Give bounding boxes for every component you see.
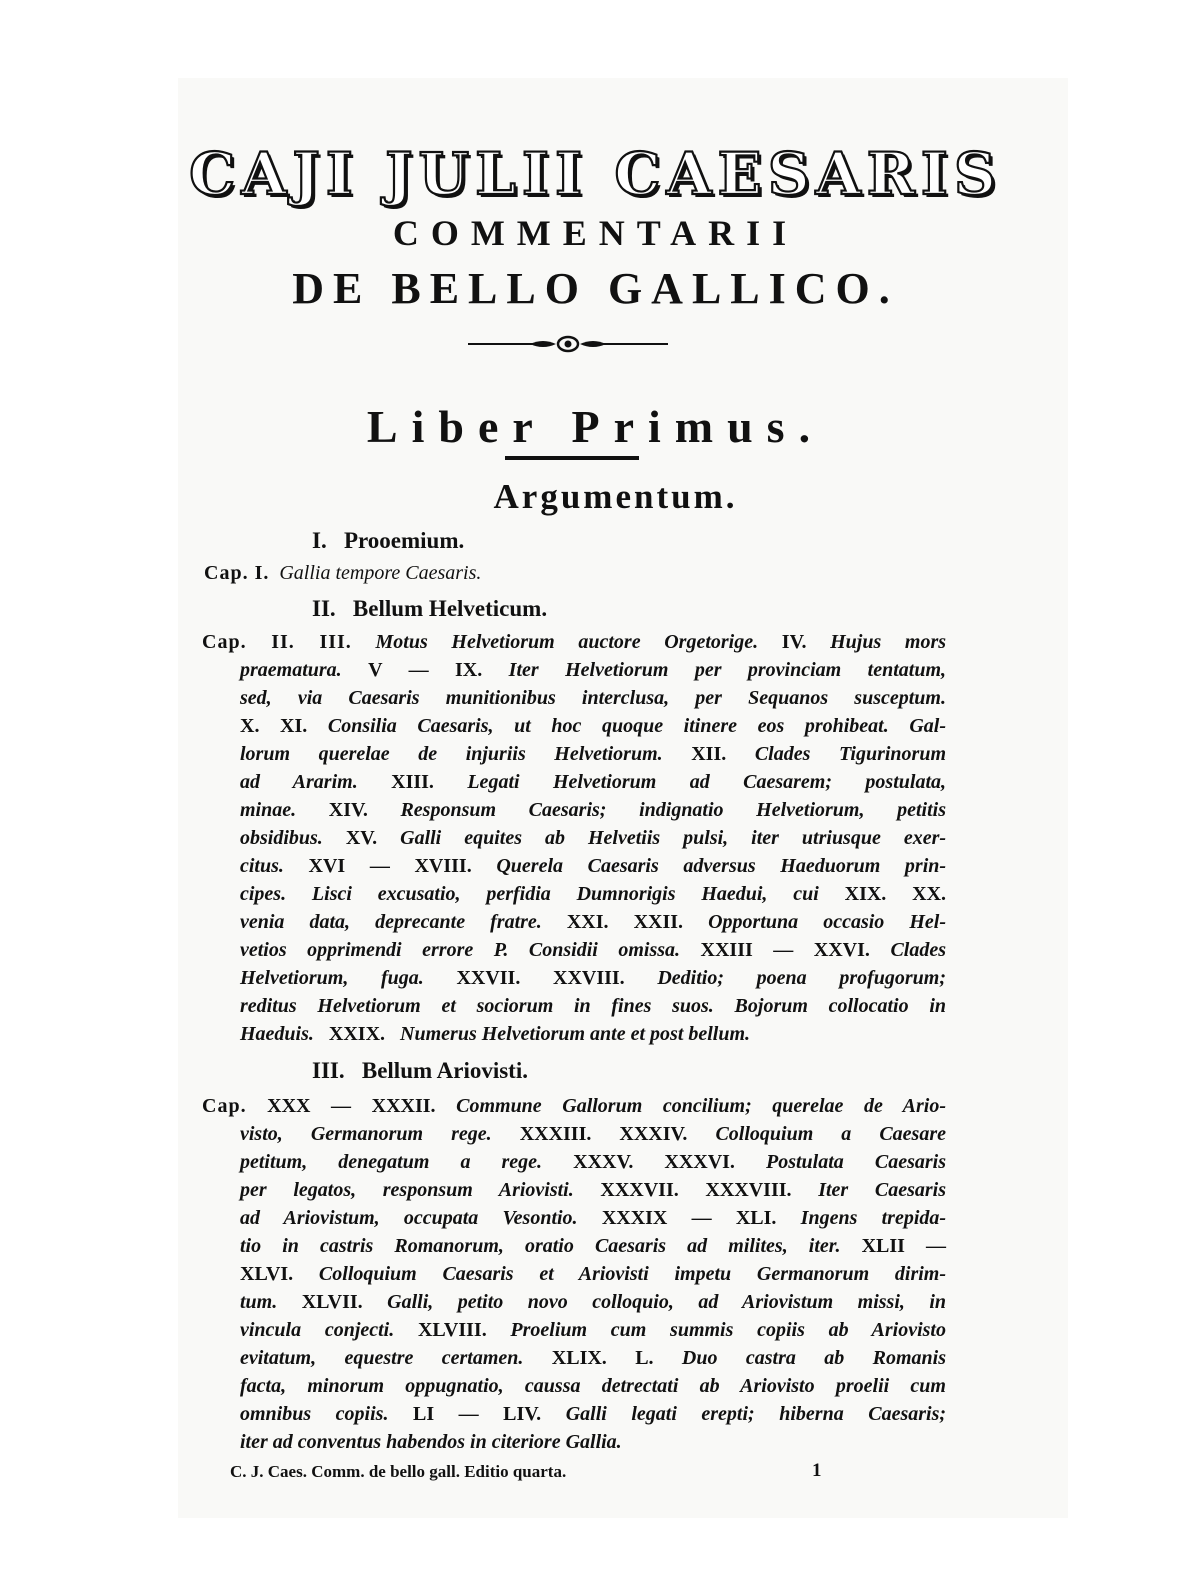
section-heading-bellum-ariovisti bbox=[312, 1058, 528, 1084]
argumentum-heading: Argumentum. bbox=[493, 477, 738, 516]
title-line-commentarii: COMMENTARII bbox=[392, 213, 799, 253]
section-title: Prooemium. bbox=[343, 528, 465, 553]
argument-line: Helvetiorum, fuga. XXVII. XXVIII. Deditio; poena profugorum; bbox=[240, 967, 947, 989]
heading-rule bbox=[505, 456, 639, 460]
title-line-de-bello-gallico: DE BELLO GALLICO. bbox=[292, 264, 899, 313]
argument-line: venia data, deprecante fratre. XXI. XXII. Opportuna occasio Hel- bbox=[240, 911, 946, 933]
footer-sheet-number: 1 bbox=[812, 1460, 822, 1481]
argument-line: iter ad conventus habendos in citeriore Gallia. bbox=[240, 1431, 622, 1453]
title-line-caji-julii-caesaris: CAJI JULII CAESARIS bbox=[189, 140, 1002, 208]
argument-line: minae. XIV. Responsum Caesaris; indignatio Helvetiorum, petitis bbox=[240, 799, 946, 821]
chapter-label: Cap. bbox=[202, 1095, 247, 1117]
argument-line: facta, minorum oppugnatio, caussa detrectati ab Ariovisto proelii cum bbox=[240, 1375, 946, 1397]
argument-line: obsidibus. XV. Galli equites ab Helvetiis pulsi, iter utriusque exer- bbox=[240, 827, 947, 849]
argument-line: tum. XLVII. Galli, petito novo colloquio, ad Ariovistum missi, in bbox=[240, 1291, 947, 1313]
argument-line: reditus Helvetiorum et sociorum in fines suos. Bojorum collocatio in bbox=[240, 995, 947, 1017]
argument-line: X. XI. Consilia Caesaris, ut hoc quoque itinere eos prohibeat. Gal- bbox=[240, 715, 946, 737]
argument-line: Haeduis. XXIX. Numerus Helvetiorum ante et post bellum. bbox=[240, 1023, 751, 1045]
chapter-entry bbox=[204, 559, 481, 587]
argument-line: sed, via Caesaris munitionibus interclusa, per Sequanos susceptum. bbox=[240, 687, 946, 709]
section-title: Bellum Helveticum. bbox=[352, 596, 548, 621]
section-title: Bellum Ariovisti. bbox=[361, 1058, 528, 1083]
section-heading-bellum-helveticum bbox=[312, 596, 547, 622]
chapter-label: Cap. II. III. bbox=[202, 631, 352, 653]
argument-line: Cap. II. III. Motus Helvetiorum auctore Orgetorige. IV. Hujus mors bbox=[202, 631, 947, 653]
argument-line: vincula conjecti. XLVIII. Proelium cum summis copiis ab Ariovisto bbox=[240, 1319, 946, 1341]
footer-signature: C. J. Caes. Comm. de bello gall. Editio quarta. bbox=[230, 1462, 567, 1481]
ornament-divider-icon bbox=[468, 334, 668, 354]
argument-line: Cap. XXX — XXXII. Commune Gallorum concilium; querelae de Ario- bbox=[202, 1095, 947, 1117]
argument-line: praematura. V — IX. Iter Helvetiorum per provinciam tentatum, bbox=[240, 659, 946, 681]
section-numeral: II. bbox=[312, 596, 336, 621]
argument-line: cipes. Lisci excusatio, perfidia Dumnorigis Haedui, cui XIX. XX. bbox=[240, 883, 947, 905]
argument-line: vetios opprimendi errore P. Considii omissa. XXIII — XXVI. Clades bbox=[240, 939, 946, 961]
argument-line: visto, Germanorum rege. XXXIII. XXXIV. Colloquium a Caesare bbox=[240, 1123, 946, 1145]
chapter-summary: Gallia tempore Caesaris. bbox=[279, 562, 482, 584]
argument-line: per legatos, responsum Ariovisti. XXXVII. XXXVIII. Iter Caesaris bbox=[240, 1179, 947, 1201]
argument-line: evitatum, equestre certamen. XLIX. L. Duo castra ab Romanis bbox=[240, 1347, 946, 1369]
section-heading-prooemium bbox=[312, 528, 464, 554]
argument-line: citus. XVI — XVIII. Querela Caesaris adversus Haeduorum prin- bbox=[240, 855, 947, 877]
argument-line: petitum, denegatum a rege. XXXV. XXXVI. Postulata Caesaris bbox=[240, 1151, 946, 1173]
argument-line: XLVI. Colloquium Caesaris et Ariovisti impetu Germanorum dirim- bbox=[240, 1263, 946, 1285]
argument-line: lorum querelae de injuriis Helvetiorum. XII. Clades Tigurinorum bbox=[240, 743, 947, 765]
argument-line: tio in castris Romanorum, oratio Caesaris ad milites, iter. XLII — bbox=[240, 1235, 947, 1257]
argument-line: ad Ararim. XIII. Legati Helvetiorum ad Caesarem; postulata, bbox=[240, 771, 947, 793]
book-heading: Liber Primus. bbox=[366, 401, 825, 452]
chapter-label: Cap. I. bbox=[204, 562, 270, 584]
section-numeral: I. bbox=[312, 528, 327, 553]
section-numeral: III. bbox=[312, 1058, 345, 1083]
argument-line: ad Ariovistum, occupata Vesontio. XXXIX — XLI. Ingens trepida- bbox=[240, 1207, 947, 1229]
argument-line: omnibus copiis. LI — LIV. Galli legati erepti; hiberna Caesaris; bbox=[240, 1403, 947, 1425]
